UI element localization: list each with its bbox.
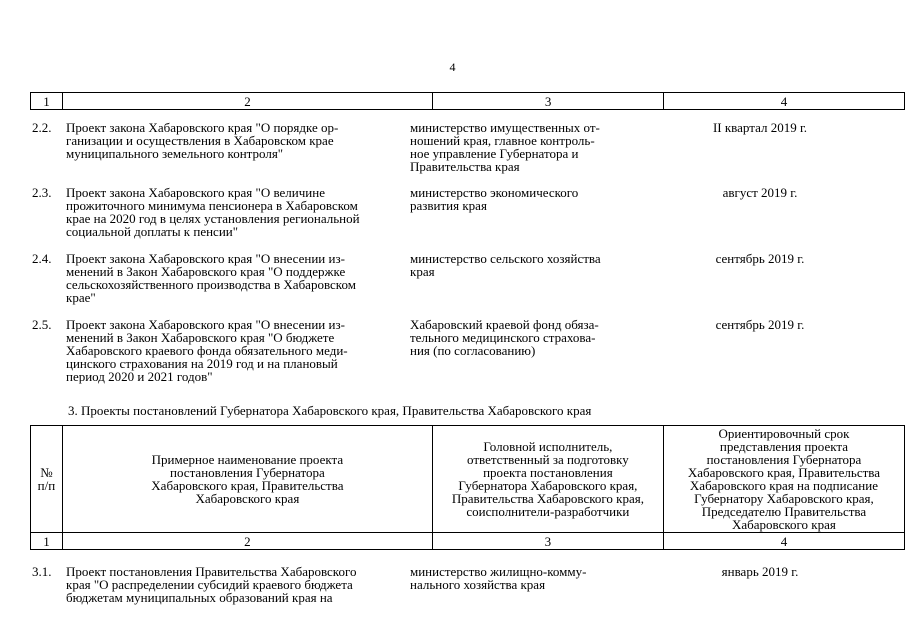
header-executor: Головной исполнитель, ответственный за подготовку проекта постановления Губернатора Хабаровского края, Правительства Хабаровского края, соисполнители-разработчики [432,426,663,533]
section-heading: 3. Проекты постановлений Губернатора Хабаровского края, Правительства Хабаровского края [68,403,592,418]
executor: Хабаровский краевой фонд обяза- тельного медицинского страхова- ния (по согласованию) [410,317,599,358]
deadline: сентябрь 2019 г. [715,317,805,332]
project-name: Проект закона Хабаровского края "О внесении из- менений в Закон Хабаровского края "О поддержке сельскохозяйственного производства в Хабаровском крае" [66,251,356,305]
project-name: Проект закона Хабаровского края "О порядке ор- ганизации и осуществления в Хабаровском крае муниципального земельного контроля" [66,120,339,161]
header-number: № п/п [31,426,63,533]
row-number: 2.4. [32,251,52,266]
section3-table-header [30,425,905,550]
column-number: 3 [432,533,663,550]
executor: министерство жилищно-комму- нального хозяйства края [410,564,587,592]
page-number: 4 [449,60,456,74]
project-name: Проект закона Хабаровского края "О величине прожиточного минимума пенсионера в Хабаровском крае на 2020 год в целях установления региональной социальной доплаты к пенсии" [66,185,360,239]
column-number: 3 [433,93,664,110]
column-number: 2 [62,93,432,110]
row-number: 2.5. [32,317,52,332]
deadline: январь 2019 г. [721,564,799,579]
header-deadline: Ориентировочный срок представления проекта постановления Губернатора Хабаровского края, Правительства Хабаровского края на подписание Губернатору Хабаровского края, Председателю Правительства Хабаровского края [663,426,904,533]
column-number: 1 [31,533,63,550]
row-number: 2.3. [32,185,52,200]
column-number: 4 [664,93,905,110]
deadline: август 2019 г. [722,185,798,200]
deadline: II квартал 2019 г. [712,120,808,135]
executor: министерство имущественных от- ношений края, главное контроль- ное управление Губернатора и Правительства края [410,120,600,174]
column-number-row [30,92,905,110]
project-name: Проект постановления Правительства Хабаровского края "О распределении субсидий краевого бюджета бюджетам муниципальных образований края на [66,564,357,605]
header-project-name: Примерное наименование проекта постановления Губернатора Хабаровского края, Правительства Хабаровского края [62,426,432,533]
deadline: сентябрь 2019 г. [715,251,805,266]
column-number: 1 [31,93,63,110]
project-name: Проект закона Хабаровского края "О внесении из- менений в Закон Хабаровского края "О бюджете Хабаровского краевого фонда обязательного меди- цинского страхования на 2019 год и на плановый период 2020 и 2021 годов" [66,317,348,384]
row-number: 3.1. [32,564,52,579]
column-number: 4 [663,533,904,550]
executor: министерство сельского хозяйства края [410,251,601,279]
executor: министерство экономического развития края [410,185,579,213]
column-number: 2 [62,533,432,550]
row-number: 2.2. [32,120,52,135]
